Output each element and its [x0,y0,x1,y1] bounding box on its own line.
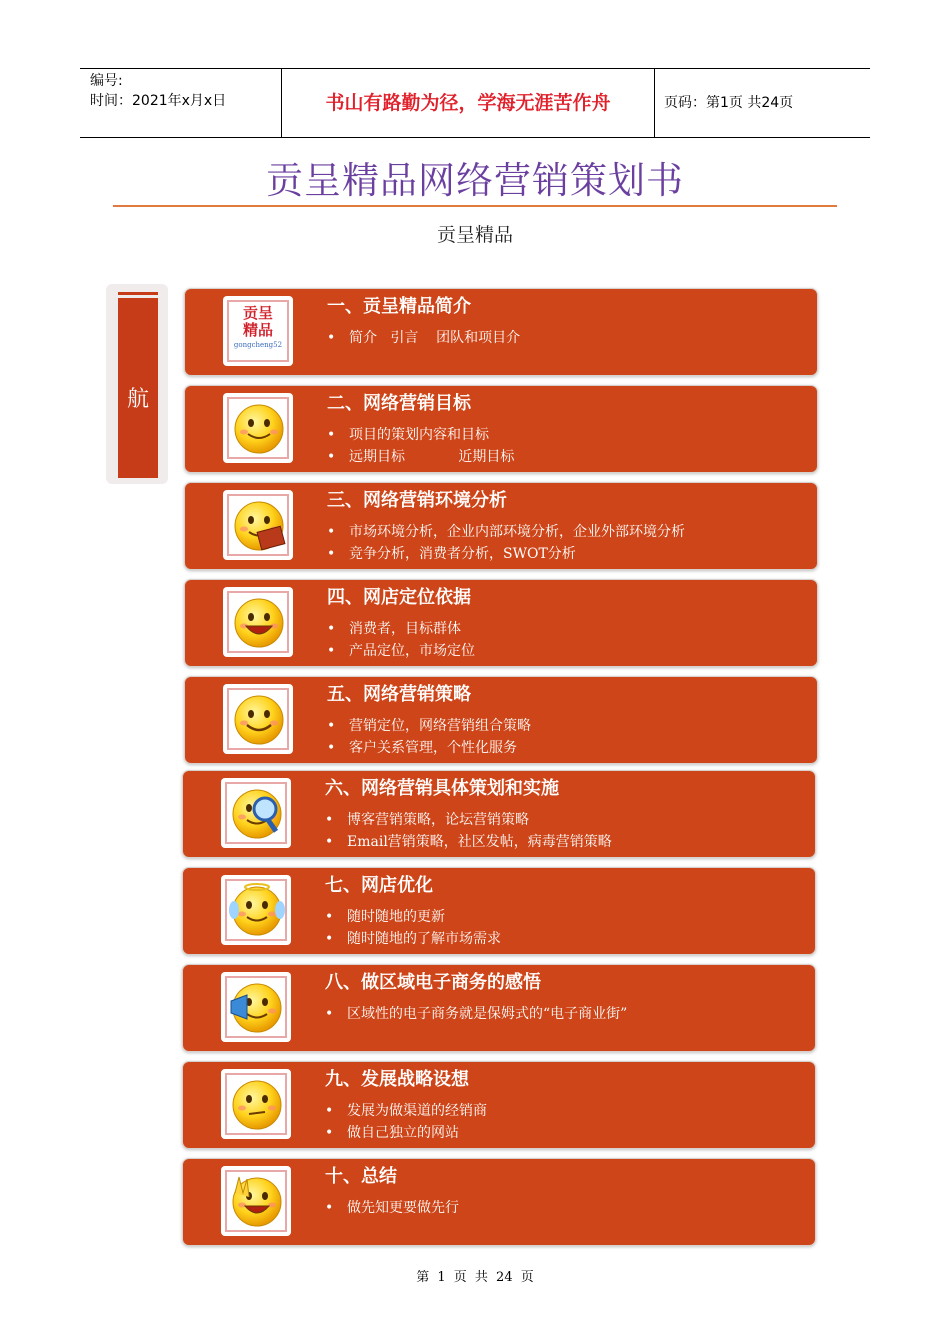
motto-text: 书山有路勤为径，学海无涯苦作舟 [325,92,611,114]
bullet-dot-icon: • [327,740,336,756]
bullet-text: 产品定位，市场定位 [349,643,475,659]
bullet-item [327,424,514,446]
bullet-dot-icon: • [325,834,334,850]
header-meta [80,69,280,137]
bullet-item [325,1122,487,1144]
section-bullets [327,715,531,759]
logo-line-1: 贡呈 [242,304,273,322]
smiley-laughing-icon [223,587,293,657]
bullet-item [327,618,475,640]
section-card[interactable] [182,770,816,858]
section-card[interactable] [182,867,816,955]
smiley-megaphone-icon [221,972,291,1042]
bullet-item [325,1100,487,1122]
section-card[interactable] [184,482,818,570]
bullet-dot-icon: • [327,524,336,540]
bullet-item [327,521,685,543]
nav-tab-bar [118,298,158,478]
section-title: 二、网络营销目标 [327,393,471,414]
bullet-text: 远期目标 近期目标 [349,449,515,465]
section-title: 九、发展战略设想 [325,1069,469,1090]
section-bullets [325,906,501,950]
bullet-text: 区域性的电子商务就是保姆式的“电子商业街” [347,1006,628,1022]
brand-logo [232,305,284,357]
section-card[interactable] [184,579,818,667]
bullet-item [327,715,531,737]
bullet-dot-icon: • [327,330,336,346]
page-label: 页码：第1页 共24页 [664,95,794,111]
section-card[interactable] [182,964,816,1052]
nav-tab[interactable] [106,284,168,484]
section-card[interactable] [182,1158,816,1246]
header-page [654,69,870,137]
smiley-icon [223,393,293,463]
bullet-dot-icon: • [327,449,336,465]
section-bullets [325,809,612,853]
logo-line-2: 精品 [242,321,273,339]
bullet-dot-icon: • [325,1006,334,1022]
smiley-grin-icon [223,684,293,754]
bullet-dot-icon: • [325,1125,334,1141]
smiley-reading-icon [223,490,293,560]
section-bullets [327,618,475,662]
bullet-dot-icon: • [325,812,334,828]
bullet-item [325,1003,627,1025]
logo-icon [223,296,293,366]
bullet-text: 随时随地的了解市场需求 [347,931,501,947]
section-bullets [325,1100,487,1144]
nav-tab-label: 航 [126,387,149,412]
bullet-dot-icon: • [327,427,336,443]
section-card[interactable] [184,385,818,473]
bullet-text: 市场环境分析，企业内部环境分析，企业外部环境分析 [349,524,685,540]
bullet-item [327,543,685,565]
logo-line-3: gongcheng52 [233,341,283,349]
number-label: 编号: [90,73,123,89]
header-table [80,68,870,138]
bullet-item [327,327,520,349]
bullet-item [325,928,501,950]
bullet-dot-icon: • [327,621,336,637]
bullet-text: 随时随地的更新 [347,909,445,925]
header-motto [281,69,655,137]
bullet-dot-icon: • [325,1103,334,1119]
smiley-magnifier-icon [221,778,291,848]
section-title: 四、网店定位依据 [327,587,471,608]
section-title: 三、网络营销环境分析 [327,490,507,511]
bullet-dot-icon: • [325,1200,334,1216]
bullet-dot-icon: • [327,643,336,659]
bullet-item [325,906,501,928]
bullet-text: Email营销策略，社区发帖，病毒营销策略 [347,834,612,850]
bullet-item [325,809,612,831]
bullet-text: 博客营销策略，论坛营销策略 [347,812,529,828]
bullet-text: 客户关系管理，个性化服务 [349,740,517,756]
document-title: 贡呈精品网络营销策划书 [266,159,684,202]
section-card[interactable] [182,1061,816,1149]
bullet-item [325,831,612,853]
section-title: 七、网店优化 [325,875,433,896]
section-card[interactable] [184,676,818,764]
section-title: 五、网络营销策略 [327,684,471,705]
bullet-dot-icon: • [325,909,334,925]
section-bullets [327,521,685,565]
bullet-text: 做先知更要做先行 [347,1200,459,1216]
bullet-text: 项目的策划内容和目标 [349,427,489,443]
bullet-text: 竞争分析，消费者分析，SWOT分析 [349,546,576,562]
section-bullets [325,1197,459,1219]
section-bullets [327,424,514,468]
page-footer: 第 1 页 共 24 页 [416,1270,534,1285]
section-bullets [325,1003,627,1025]
bullet-item [325,1197,459,1219]
bullet-text: 消费者，目标群体 [349,621,461,637]
bullet-dot-icon: • [327,718,336,734]
section-bullets [327,327,520,349]
bullet-item [327,737,531,759]
bullet-item [327,640,475,662]
time-label: 时间：2021年x月x日 [90,93,227,109]
section-card[interactable] [184,288,818,376]
smiley-thinking-icon [221,1069,291,1139]
title-divider [113,205,837,207]
smiley-angel-icon [221,875,291,945]
bullet-text: 发展为做渠道的经销商 [347,1103,487,1119]
bullet-text: 简介 引言 团队和项目介 [349,330,521,346]
section-title: 八、做区域电子商务的感悟 [325,972,541,993]
document-subtitle: 贡呈精品 [436,224,513,246]
bullet-text: 营销定位，网络营销组合策略 [349,718,531,734]
section-title: 十、总结 [325,1166,397,1187]
section-title: 一、贡呈精品简介 [327,296,471,317]
bullet-item [327,446,514,468]
smiley-victory-icon [221,1166,291,1236]
bullet-dot-icon: • [325,931,334,947]
bullet-text: 做自己独立的网站 [347,1125,459,1141]
bullet-dot-icon: • [327,546,336,562]
nav-tab-notch [118,292,158,295]
section-title: 六、网络营销具体策划和实施 [325,778,559,799]
